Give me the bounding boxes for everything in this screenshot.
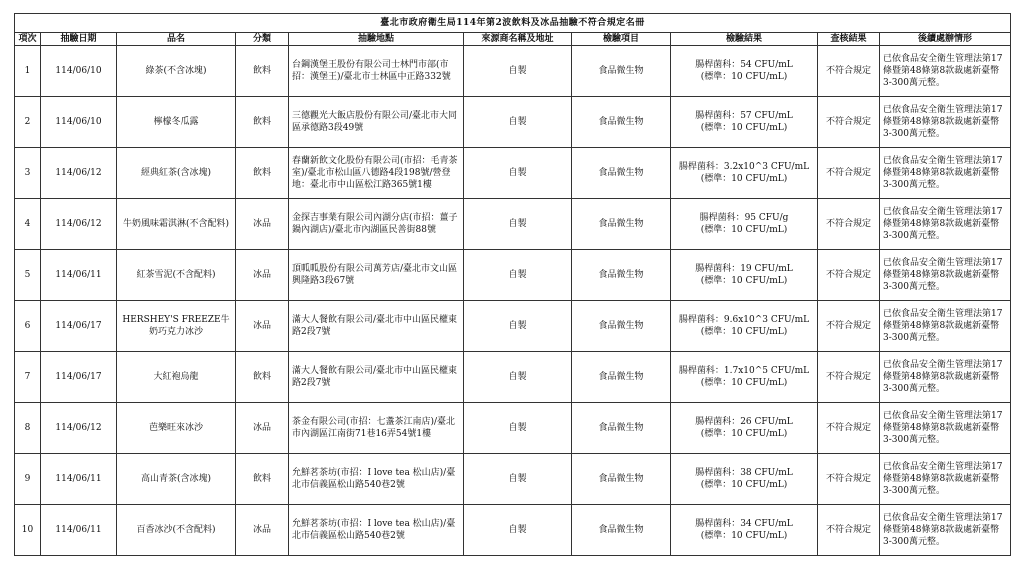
category-cell: 冰品	[236, 403, 289, 454]
check-result-cell: 不符合規定	[818, 301, 880, 352]
test-result-cell	[671, 403, 818, 454]
source-cell: 自製	[464, 97, 572, 148]
row-number-cell: 8	[15, 403, 41, 454]
column-header: 查核結果	[818, 33, 880, 46]
test-result-cell	[671, 301, 818, 352]
follow-up-action-cell: 已依食品安全衛生管理法第17條暨第48條第8款裁處新臺幣3-300萬元整。	[880, 97, 1011, 148]
row-number-cell: 7	[15, 352, 41, 403]
follow-up-action-cell: 已依食品安全衛生管理法第17條暨第48條第8款裁處新臺幣3-300萬元整。	[880, 403, 1011, 454]
test-result-value: 腸桿菌科：95 CFU/g	[699, 213, 789, 223]
follow-up-action-cell: 已依食品安全衛生管理法第17條暨第48條第8款裁處新臺幣3-300萬元整。	[880, 199, 1011, 250]
test-result-value: 腸桿菌科：19 CFU/mL	[695, 264, 793, 274]
row-number-cell: 4	[15, 199, 41, 250]
test-result-standard: (標準：10 CFU/mL)	[700, 276, 788, 286]
check-result-cell: 不符合規定	[818, 250, 880, 301]
table-row	[15, 250, 1011, 301]
test-item-cell: 食品微生物	[572, 148, 671, 199]
column-header: 品名	[117, 33, 236, 46]
column-header: 檢驗結果	[671, 33, 818, 46]
sampling-location-cell: 滿大人餐飲有限公司/臺北市中山區民權東路2段7號	[289, 301, 464, 352]
row-number-cell: 3	[15, 148, 41, 199]
test-item-cell: 食品微生物	[572, 301, 671, 352]
category-cell: 飲料	[236, 148, 289, 199]
check-result-cell: 不符合規定	[818, 454, 880, 505]
table-row	[15, 46, 1011, 97]
sampling-date-cell: 114/06/11	[41, 250, 117, 301]
product-name-cell: 檸檬冬瓜露	[117, 97, 236, 148]
test-result-cell	[671, 97, 818, 148]
follow-up-action-cell: 已依食品安全衛生管理法第17條暨第48條第8款裁處新臺幣3-300萬元整。	[880, 46, 1011, 97]
test-item-cell: 食品微生物	[572, 199, 671, 250]
table-row	[15, 301, 1011, 352]
table-row	[15, 97, 1011, 148]
test-result-cell	[671, 250, 818, 301]
table-row	[15, 148, 1011, 199]
sampling-location-cell: 滿大人餐飲有限公司/臺北市中山區民權東路2段7號	[289, 352, 464, 403]
check-result-cell: 不符合規定	[818, 148, 880, 199]
test-result-cell	[671, 199, 818, 250]
test-result-cell	[671, 148, 818, 199]
product-name-cell: 大紅袍烏龍	[117, 352, 236, 403]
test-result-cell	[671, 46, 818, 97]
category-cell: 飲料	[236, 454, 289, 505]
row-number-cell: 5	[15, 250, 41, 301]
column-header: 抽驗地點	[289, 33, 464, 46]
sampling-date-cell: 114/06/10	[41, 97, 117, 148]
follow-up-action-cell: 已依食品安全衛生管理法第17條暨第48條第8款裁處新臺幣3-300萬元整。	[880, 148, 1011, 199]
category-cell: 飲料	[236, 352, 289, 403]
source-cell: 自製	[464, 148, 572, 199]
category-cell: 冰品	[236, 301, 289, 352]
product-name-cell: 芭樂旺來冰沙	[117, 403, 236, 454]
product-name-cell: HERSHEY'S FREEZE牛奶巧克力冰沙	[117, 301, 236, 352]
page-title: 臺北市政府衛生局114年第2波飲料及冰品抽驗不符合規定名冊	[15, 14, 1011, 33]
table-row	[15, 454, 1011, 505]
test-result-standard: (標準：10 CFU/mL)	[700, 225, 788, 235]
test-item-cell: 食品微生物	[572, 352, 671, 403]
test-result-cell	[671, 505, 818, 556]
test-result-standard: (標準：10 CFU/mL)	[700, 378, 788, 388]
product-name-cell: 經典紅茶(含冰塊)	[117, 148, 236, 199]
row-number-cell: 2	[15, 97, 41, 148]
follow-up-action-cell: 已依食品安全衛生管理法第17條暨第48條第8款裁處新臺幣3-300萬元整。	[880, 301, 1011, 352]
column-header: 檢驗項目	[572, 33, 671, 46]
test-item-cell: 食品微生物	[572, 250, 671, 301]
sampling-location-cell: 允鮮茗茶坊(市招：I love tea 松山店)/臺北市信義區松山路540巷2號	[289, 454, 464, 505]
sampling-date-cell: 114/06/12	[41, 148, 117, 199]
test-result-value: 腸桿菌科：57 CFU/mL	[695, 111, 793, 121]
column-header: 來源商名稱及地址	[464, 33, 572, 46]
category-cell: 冰品	[236, 505, 289, 556]
check-result-cell: 不符合規定	[818, 97, 880, 148]
product-name-cell: 牛奶風味霜淇淋(不含配料)	[117, 199, 236, 250]
test-item-cell: 食品微生物	[572, 97, 671, 148]
sampling-date-cell: 114/06/11	[41, 505, 117, 556]
test-result-value: 腸桿菌科：1.7x10^5 CFU/mL	[678, 366, 810, 376]
category-cell: 飲料	[236, 46, 289, 97]
test-item-cell: 食品微生物	[572, 403, 671, 454]
source-cell: 自製	[464, 403, 572, 454]
follow-up-action-cell: 已依食品安全衛生管理法第17條暨第48條第8款裁處新臺幣3-300萬元整。	[880, 454, 1011, 505]
test-result-standard: (標準：10 CFU/mL)	[700, 123, 788, 133]
product-name-cell: 綠茶(不含冰塊)	[117, 46, 236, 97]
table-header-row	[15, 33, 1011, 46]
test-result-standard: (標準：10 CFU/mL)	[700, 174, 788, 184]
follow-up-action-cell: 已依食品安全衛生管理法第17條暨第48條第8款裁處新臺幣3-300萬元整。	[880, 250, 1011, 301]
test-result-standard: (標準：10 CFU/mL)	[700, 480, 788, 490]
column-header: 後續處辦情形	[880, 33, 1011, 46]
sampling-location-cell: 台鋼漢堡王股份有限公司士林門市部(市招：漢堡王)/臺北市士林區中正路332號	[289, 46, 464, 97]
sampling-date-cell: 114/06/17	[41, 352, 117, 403]
test-result-cell	[671, 352, 818, 403]
test-result-standard: (標準：10 CFU/mL)	[700, 72, 788, 82]
source-cell: 自製	[464, 301, 572, 352]
sampling-date-cell: 114/06/11	[41, 454, 117, 505]
sampling-date-cell: 114/06/10	[41, 46, 117, 97]
column-header: 抽驗日期	[41, 33, 117, 46]
sampling-location-cell: 金探吉事業有限公司內湖分店(市招：薑子鍋內湖店)/臺北市內湖區民善街88號	[289, 199, 464, 250]
test-result-value: 腸桿菌科：9.6x10^3 CFU/mL	[678, 315, 810, 325]
test-result-standard: (標準：10 CFU/mL)	[700, 429, 788, 439]
product-name-cell: 紅茶雪泥(不含配料)	[117, 250, 236, 301]
check-result-cell: 不符合規定	[818, 403, 880, 454]
row-number-cell: 1	[15, 46, 41, 97]
test-item-cell: 食品微生物	[572, 505, 671, 556]
row-number-cell: 9	[15, 454, 41, 505]
source-cell: 自製	[464, 199, 572, 250]
test-item-cell: 食品微生物	[572, 46, 671, 97]
column-header: 分類	[236, 33, 289, 46]
table-row	[15, 352, 1011, 403]
sampling-date-cell: 114/06/12	[41, 403, 117, 454]
category-cell: 冰品	[236, 199, 289, 250]
sampling-location-cell: 春蘭新飲文化股份有限公司(市招：毛青茶室)/臺北市松山區八德路4段198號/營登地：臺北市中山區松江路365號1樓	[289, 148, 464, 199]
test-result-standard: (標準：10 CFU/mL)	[700, 327, 788, 337]
table-row	[15, 403, 1011, 454]
category-cell: 飲料	[236, 97, 289, 148]
follow-up-action-cell: 已依食品安全衛生管理法第17條暨第48條第8款裁處新臺幣3-300萬元整。	[880, 505, 1011, 556]
sampling-date-cell: 114/06/12	[41, 199, 117, 250]
test-result-cell	[671, 454, 818, 505]
product-name-cell: 高山青茶(含冰塊)	[117, 454, 236, 505]
sampling-date-cell: 114/06/17	[41, 301, 117, 352]
check-result-cell: 不符合規定	[818, 46, 880, 97]
source-cell: 自製	[464, 505, 572, 556]
source-cell: 自製	[464, 352, 572, 403]
row-number-cell: 10	[15, 505, 41, 556]
follow-up-action-cell: 已依食品安全衛生管理法第17條暨第48條第8款裁處新臺幣3-300萬元整。	[880, 352, 1011, 403]
table-row	[15, 505, 1011, 556]
noncompliance-table	[14, 13, 1011, 556]
source-cell: 自製	[464, 46, 572, 97]
table-row	[15, 199, 1011, 250]
sampling-location-cell: 頂呱呱股份有限公司萬芳店/臺北市文山區興隆路3段67號	[289, 250, 464, 301]
source-cell: 自製	[464, 250, 572, 301]
sampling-location-cell: 三德觀光大飯店股份有限公司/臺北市大同區承德路3段49號	[289, 97, 464, 148]
test-result-value: 腸桿菌科：38 CFU/mL	[695, 468, 793, 478]
category-cell: 冰品	[236, 250, 289, 301]
test-result-value: 腸桿菌科：54 CFU/mL	[695, 60, 793, 70]
test-item-cell: 食品微生物	[572, 454, 671, 505]
sampling-location-cell: 允鮮茗茶坊(市招：I love tea 松山店)/臺北市信義區松山路540巷2號	[289, 505, 464, 556]
test-result-standard: (標準：10 CFU/mL)	[700, 531, 788, 541]
check-result-cell: 不符合規定	[818, 352, 880, 403]
test-result-value: 腸桿菌科：34 CFU/mL	[695, 519, 793, 529]
product-name-cell: 百香冰沙(不含配料)	[117, 505, 236, 556]
source-cell: 自製	[464, 454, 572, 505]
test-result-value: 腸桿菌科：3.2x10^3 CFU/mL	[678, 162, 810, 172]
sampling-location-cell: 茶金有限公司(市招：七盞茶江南店)/臺北市內湖區江南街71巷16弄54號1樓	[289, 403, 464, 454]
test-result-value: 腸桿菌科：26 CFU/mL	[695, 417, 793, 427]
check-result-cell: 不符合規定	[818, 199, 880, 250]
row-number-cell: 6	[15, 301, 41, 352]
column-header: 項次	[15, 33, 41, 46]
check-result-cell: 不符合規定	[818, 505, 880, 556]
